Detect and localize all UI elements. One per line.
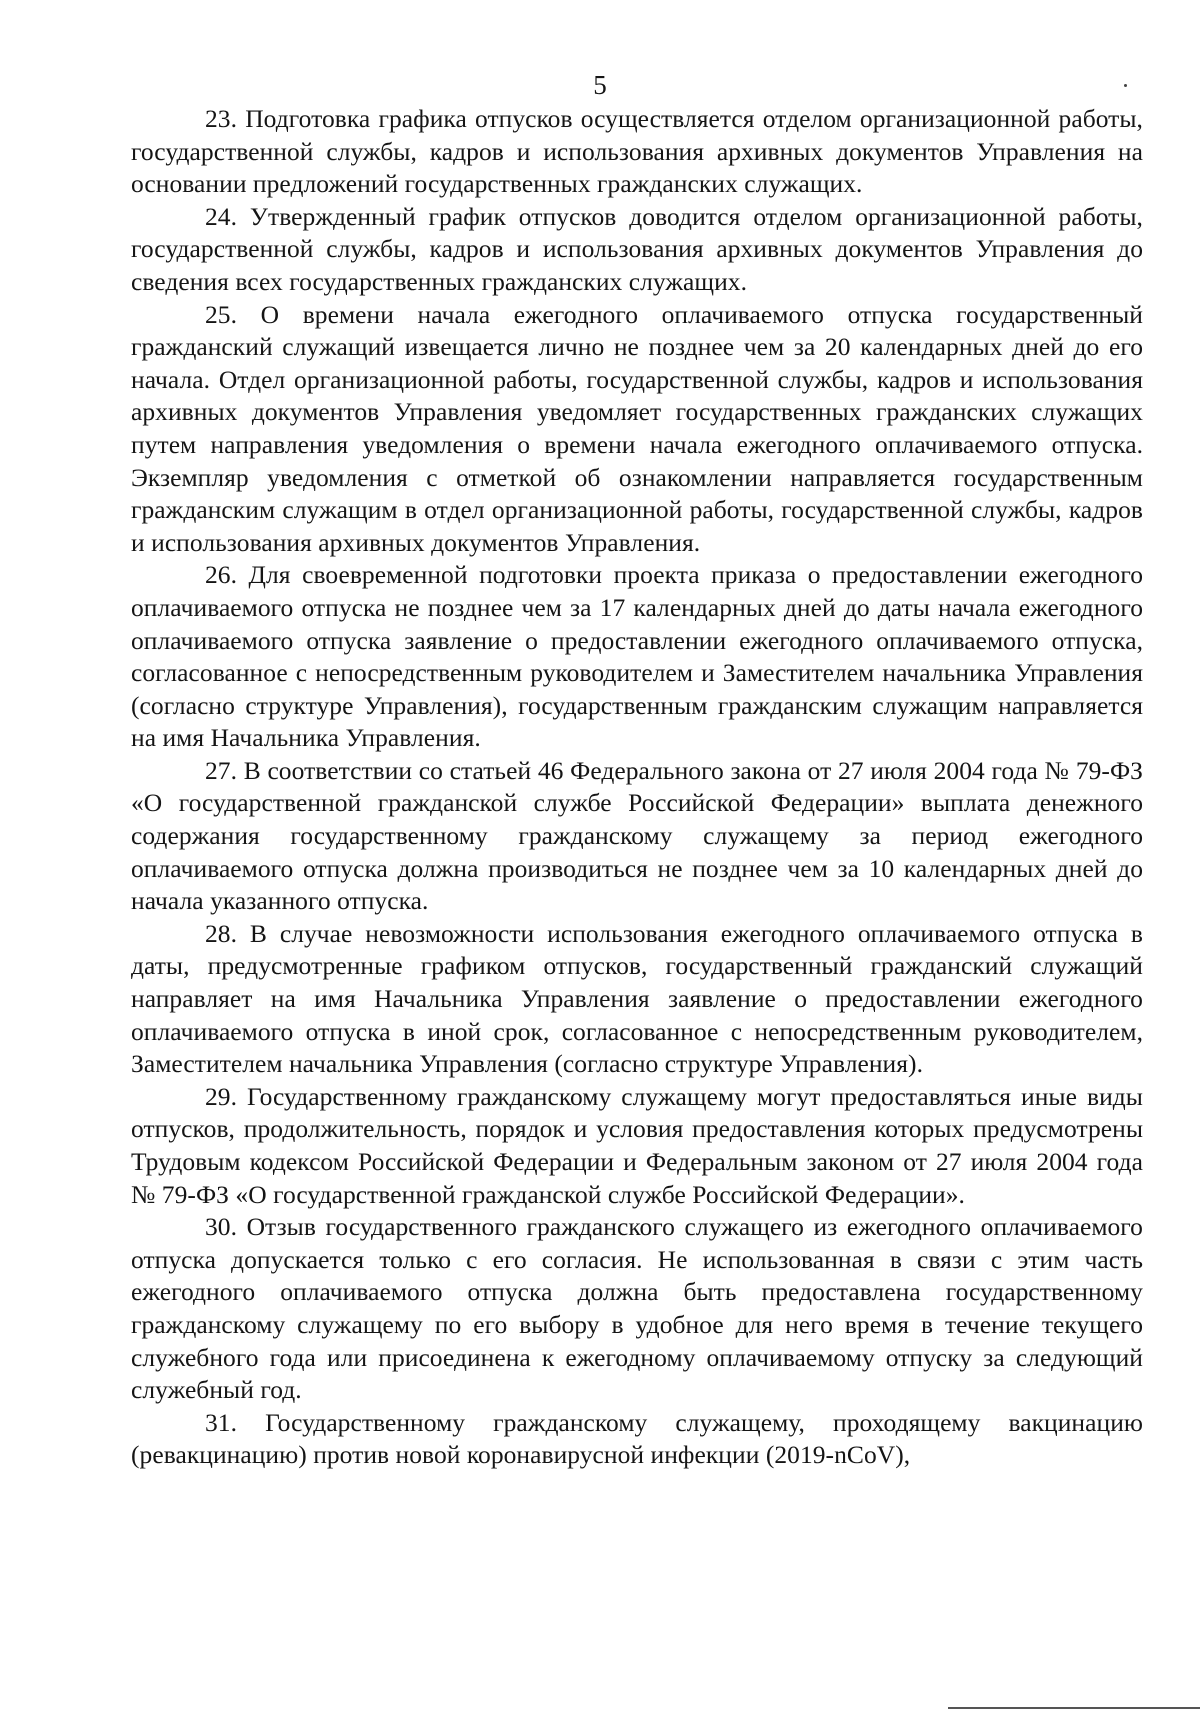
paragraph-27: 27. В соответствии со статьей 46 Федерального закона от 27 июля 2004 года № 79-ФЗ «О государственной гражданской службе Российской Федерации» выплата денежного содержания государственному гражданскому служащему за период ежегодного оплачиваемого отпуска должна производиться не позднее чем за 10 календарных дней до начала указанного отпуска.: [131, 755, 1143, 916]
scan-artifact-dot: [1124, 84, 1127, 87]
scan-bottom-edge-line: [948, 1707, 1200, 1709]
paragraph-25: 25. О времени начала ежегодного оплачиваемого отпуска государственный гражданский служащий извещается лично не позднее чем за 20 календарных дней до его начала. Отдел организационной работы, государственной службы, кадров и использования архивных документов Управления уведомляет государственных гражданских служащих путем направления уведомления о времени начала ежегодного оплачиваемого отпуска. Экземпляр уведомления с отметкой об ознакомлении направляется государственным гражданским служащим в отдел организационной работы, государственной службы, кадров и использования архивных документов Управления.: [131, 299, 1143, 557]
paragraph-29: 29. Государственному гражданскому служащему могут предоставляться иные виды отпусков, продолжительность, порядок и условия предоставления которых предусмотрены Трудовым кодексом Российской Федерации и Федеральным законом от 27 июля 2004 года № 79-ФЗ «О государственной гражданской службе Российской Федерации».: [131, 1081, 1143, 1209]
page-number: 5: [593, 70, 607, 100]
paragraph-28: 28. В случае невозможности использования ежегодного оплачиваемого отпуска в даты, предусмотренные графиком отпусков, государственный гражданский служащий направляет на имя Начальника Управления заявление о предоставлении ежегодного оплачиваемого отпуска в иной срок, согласованное с непосредственным руководителем, Заместителем начальника Управления (согласно структуре Управления).: [131, 918, 1143, 1079]
paragraph-30: 30. Отзыв государственного гражданского служащего из ежегодного оплачиваемого отпуска допускается только с его согласия. Не использованная в связи с этим часть ежегодного оплачиваемого отпуска должна быть предоставлена государственному гражданскому служащему по его выбору в удобное для него время в течение текущего служебного года или присоединена к ежегодному оплачиваемому отпуску за следующий служебный год.: [131, 1212, 1143, 1405]
paragraph-31: 31. Государственному гражданскому служащему, проходящему вакцинацию (ревакцинацию) против новой коронавирусной инфекции (2019-nCoV),: [131, 1407, 1143, 1470]
paragraph-23: 23. Подготовка графика отпусков осуществляется отделом организационной работы, государственной службы, кадров и использования архивных документов Управления на основании предложений государственных гражданских служащих.: [131, 104, 1143, 199]
document-body: [131, 103, 1143, 1472]
paragraph-24: 24. Утвержденный график отпусков доводится отделом организационной работы, государственной службы, кадров и использования архивных документов Управления до сведения всех государственных гражданских служащих.: [131, 201, 1143, 296]
paragraph-26: 26. Для своевременной подготовки проекта приказа о предоставлении ежегодного оплачиваемого отпуска не позднее чем за 17 календарных дней до даты начала ежегодного оплачиваемого отпуска заявление о предоставлении ежегодного оплачиваемого отпуска, согласованное с непосредственным руководителем и Заместителем начальника Управления (согласно структуре Управления), государственным гражданским служащим направляется на имя Начальника Управления.: [131, 560, 1143, 753]
